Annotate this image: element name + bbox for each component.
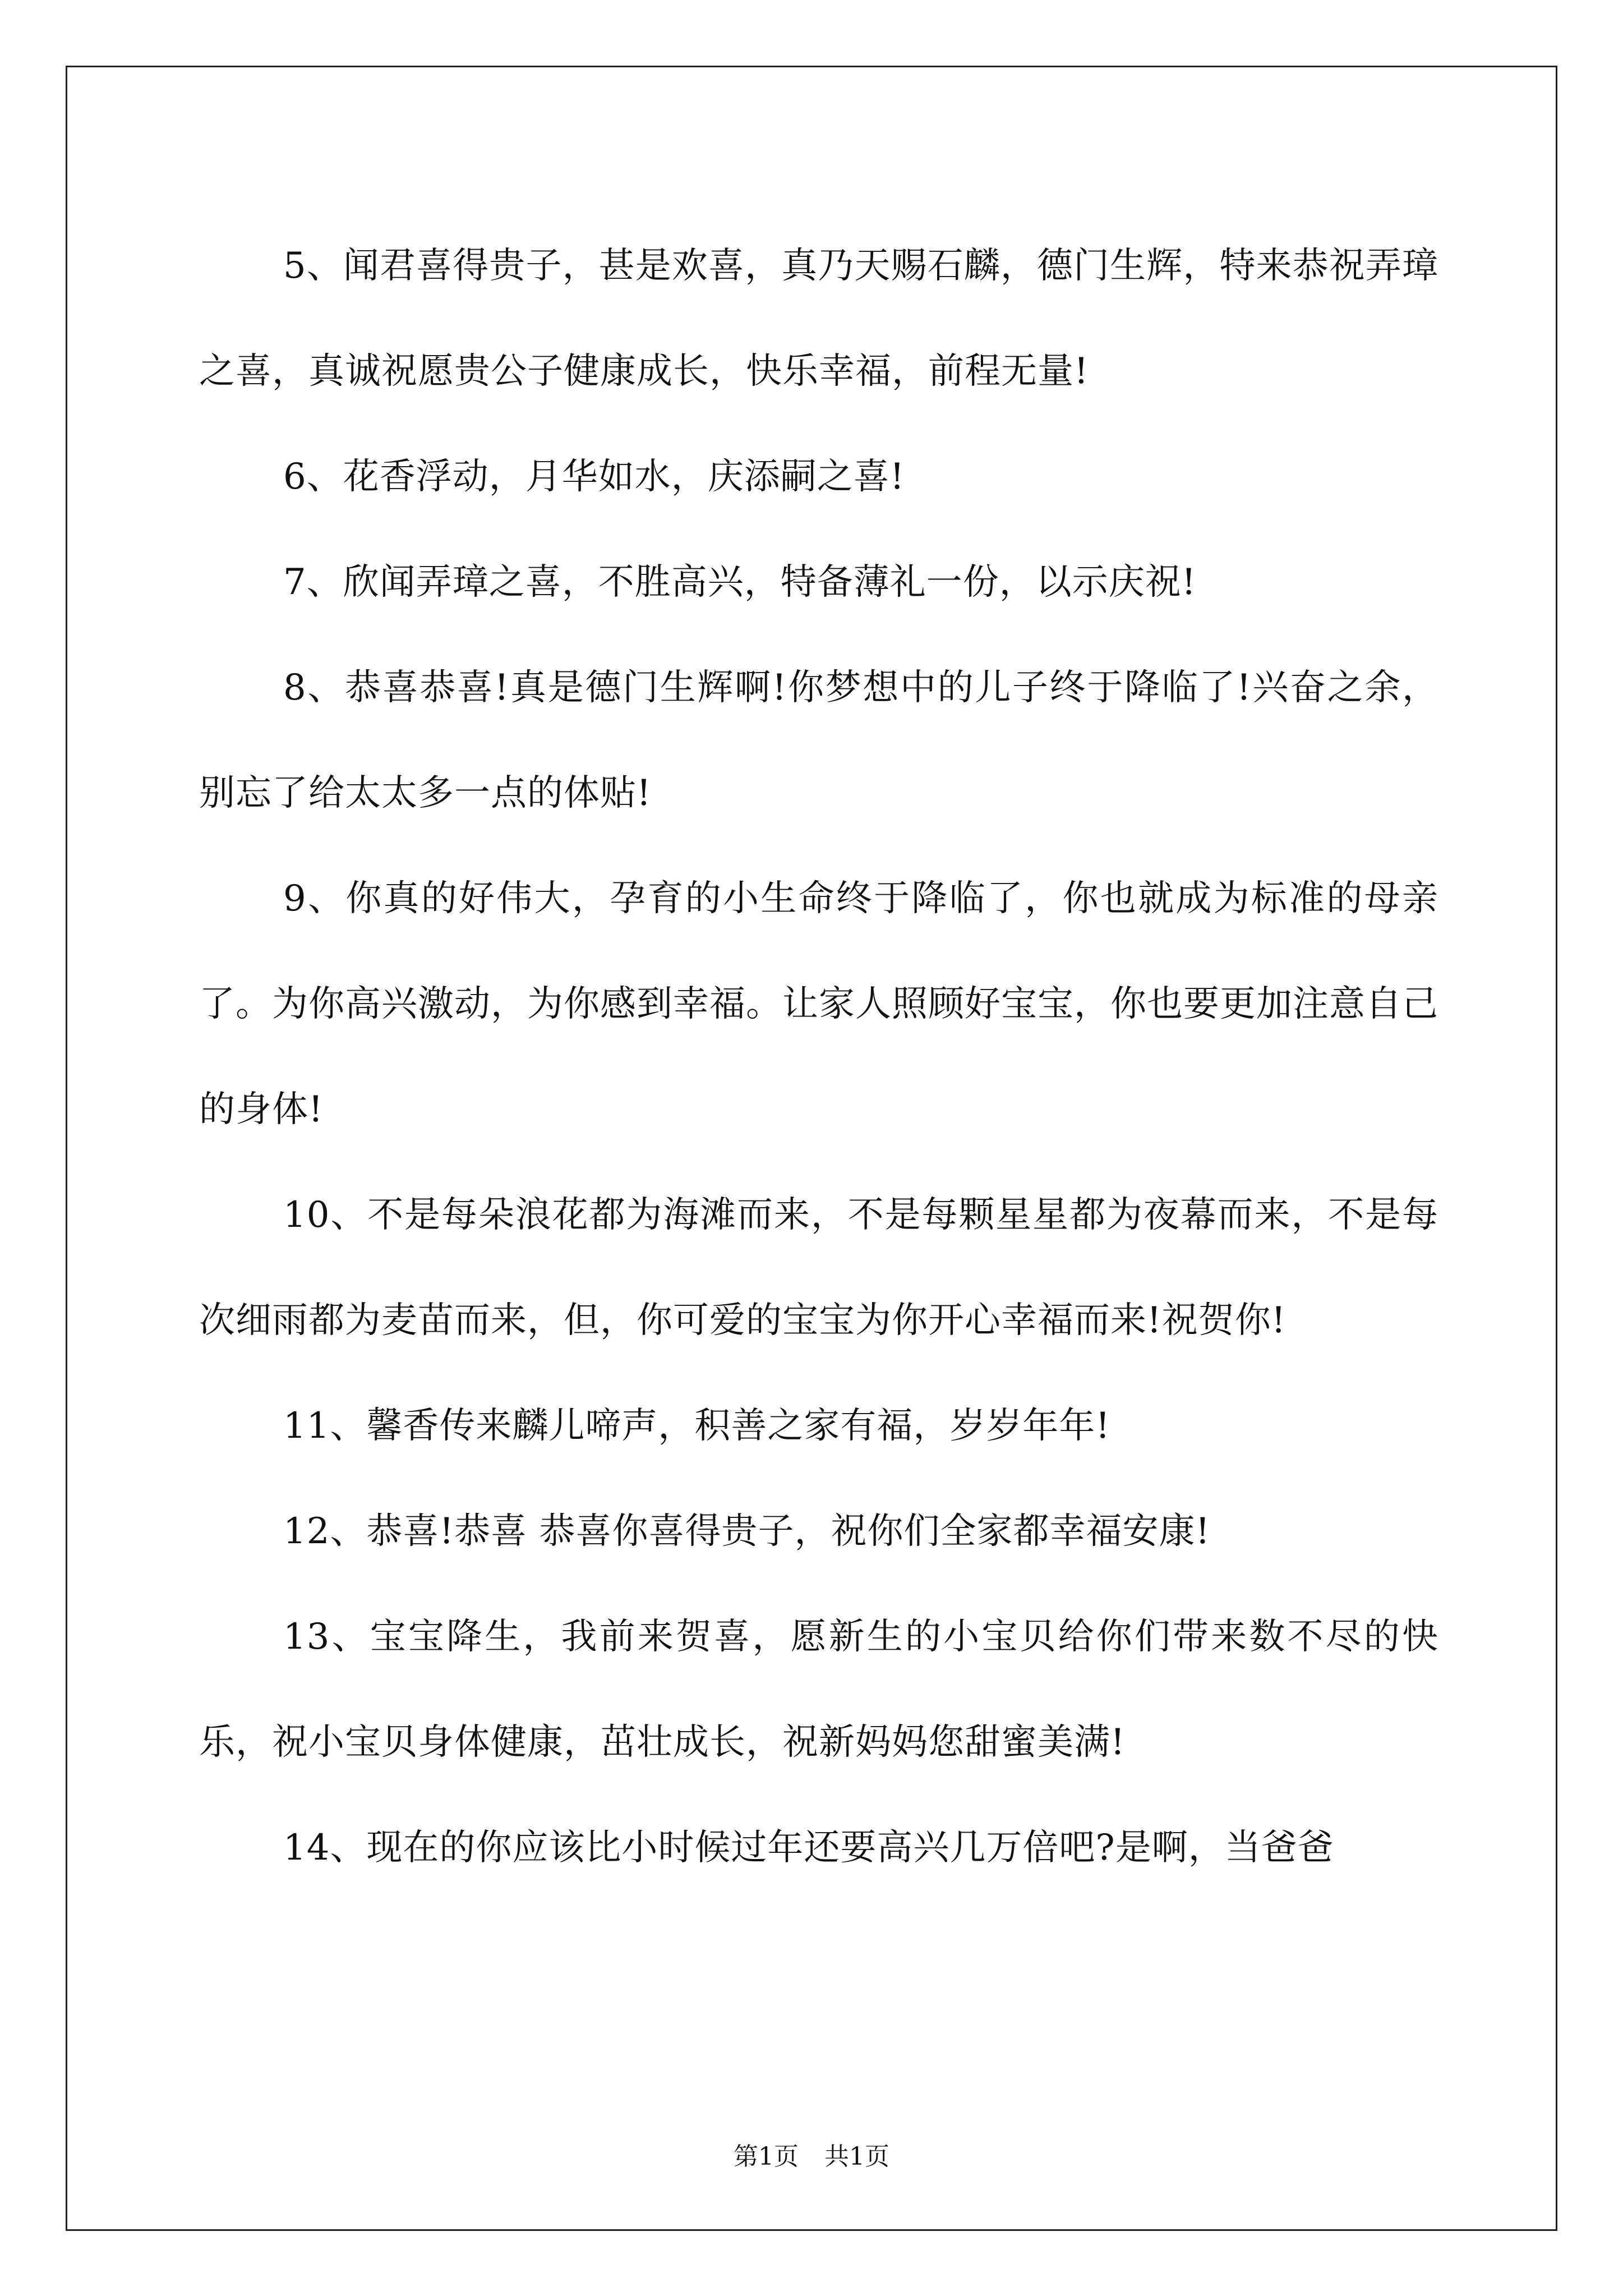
paragraph-6: 6、花香浮动，月华如水，庆添嗣之喜! (283, 456, 905, 498)
paragraph-14: 14、现在的你应该比小时候过年还要高兴几万倍吧?是啊，当爸爸 (283, 1827, 1334, 1869)
page-total: 共1页 (824, 2142, 889, 2171)
page-footer (0, 2136, 1623, 2172)
paragraph-10: 10、不是每朵浪花都为海滩而来，不是每颗星星都为夜幕而来，不是每次细雨都为麦苗而来，但，你可爱的宝宝为你开心幸福而来!祝贺你! (199, 1194, 1438, 1341)
paragraph-7: 7、欣闻弄璋之喜，不胜高兴，特备薄礼一份，以示庆祝! (283, 562, 1197, 603)
document-body (199, 213, 1438, 1901)
paragraph-5: 5、闻君喜得贵子，甚是欢喜，真乃天赐石麟，德门生辉，特来恭祝弄璋之喜，真诚祝愿贵公子健康成长，快乐幸福，前程无量! (199, 245, 1438, 392)
paragraph-9: 9、你真的好伟大，孕育的小生命终于降临了，你也就成为标准的母亲了。为你高兴激动，为你感到幸福。让家人照顾好宝宝，你也要更加注意自己的身体! (199, 878, 1438, 1130)
paragraph-13: 13、宝宝降生，我前来贺喜，愿新生的小宝贝给你们带来数不尽的快乐，祝小宝贝身体健康，茁壮成长，祝新妈妈您甜蜜美满! (199, 1616, 1438, 1763)
paragraph-12: 12、恭喜!恭喜 恭喜你喜得贵子，祝你们全家都幸福安康! (283, 1511, 1211, 1552)
paragraph-8: 8、恭喜恭喜!真是德门生辉啊!你梦想中的儿子终于降临了!兴奋之余，别忘了给太太多一点的体贴! (199, 667, 1438, 814)
page-number: 第1页 (734, 2142, 799, 2171)
paragraph-11: 11、馨香传来麟儿啼声，积善之家有福，岁岁年年! (283, 1405, 1111, 1447)
